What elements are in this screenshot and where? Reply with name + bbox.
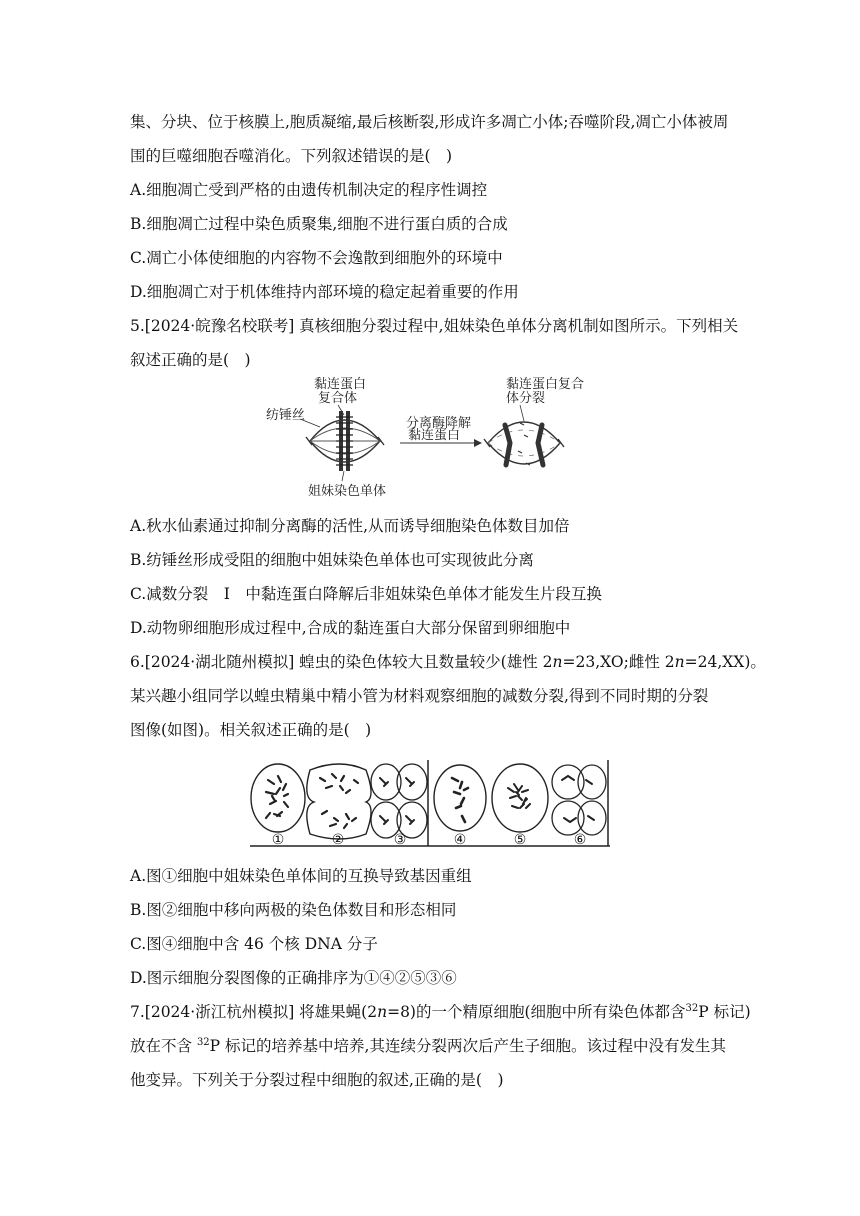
q5-figure [262, 375, 592, 505]
figure-label-2: ② [331, 832, 345, 848]
q7-stem-line-2: 放在不含 $^{32}$P 标记的培养基中培养,其连续分裂两次后产生子细胞。该过程中没有发生其 [130, 1036, 726, 1055]
q5-option-b: B.纺锤丝形成受阻的细胞中姐妹染色单体也可实现彼此分离 [130, 551, 534, 569]
cell-3 [371, 764, 427, 838]
cell-6 [552, 765, 606, 835]
q5-stem-line-1: 5.[2024·皖豫名校联考] 真核细胞分裂过程中,姐妹染色单体分离机制如图所示。下列相关 [130, 317, 739, 335]
label-cohesin-split-2: 体分裂 [506, 391, 546, 406]
q4-stem-line-2: 围的巨噬细胞吞噬消化。下列叙述错误的是( ) [130, 147, 453, 165]
figure-label-4: ④ [453, 832, 467, 848]
q4-option-c: C.凋亡小体使细胞的内容物不会逸散到细胞外的环境中 [130, 249, 503, 267]
cell-4 [434, 765, 486, 831]
q6-option-d: D.图示细胞分裂图像的正确排序为①④②⑤③⑥ [130, 969, 457, 987]
label-separase-degrades-2: 黏连蛋白 [408, 428, 461, 443]
q5-stem-line-2: 叙述正确的是( ) [130, 351, 251, 369]
cell-before-division [306, 411, 384, 471]
q6-option-a: A.图①细胞中姐妹染色单体间的互换导致基因重组 [130, 867, 472, 885]
figure-label-6: ⑥ [573, 832, 587, 848]
q5-option-a: A.秋水仙素通过抑制分离酶的活性,从而诱导细胞染色体数目加倍 [130, 517, 570, 535]
label-sister-chromatids: 姐妹染色单体 [308, 484, 387, 499]
q5-option-c: C.减数分裂 Ⅰ 中黏连蛋白降解后非姐妹染色单体才能发生片段互换 [130, 585, 602, 603]
label-spindle-fiber: 纺锤丝 [266, 408, 306, 423]
q6-option-c: C.图④细胞中含 46 个核 DNA 分子 [130, 935, 378, 953]
figure-label-1: ① [271, 832, 285, 848]
cell-5 [492, 764, 548, 832]
q4-option-a: A.细胞凋亡受到严格的由遗传机制决定的程序性调控 [130, 181, 488, 199]
label-separase-degrades-1: 分离酶降解 [406, 416, 472, 431]
q5-option-d: D.动物卵细胞形成过程中,合成的黏连蛋白大部分保留到卵细胞中 [130, 619, 571, 637]
q7-stem-line-3: 他变异。下列关于分裂过程中细胞的叙述,正确的是( ) [130, 1071, 504, 1089]
q6-stem-line-2: 某兴趣小组同学以蝗虫精巢中精小管为材料观察细胞的减数分裂,得到不同时期的分裂 [130, 687, 709, 705]
q6-figure [248, 758, 612, 850]
label-cohesin-complex-1: 黏连蛋白 [314, 377, 367, 392]
cell-after-separation [484, 422, 564, 465]
label-cohesin-complex-2: 复合体 [318, 391, 358, 406]
q7-stem-line-1: 7.[2024·浙江杭州模拟] 将雄果蝇(2n=8)的一个精原细胞(细胞中所有染色体都含$^{32}$P 标记) [130, 1002, 751, 1021]
q4-option-d: D.细胞凋亡对于机体维持内部环境的稳定起着重要的作用 [130, 283, 519, 301]
q6-stem-line-3: 图像(如图)。相关叙述正确的是( ) [130, 721, 372, 739]
figure-label-5: ⑤ [513, 832, 527, 848]
q4-stem-line-1: 集、分块、位于核膜上,胞质凝缩,最后核断裂,形成许多凋亡小体;吞噬阶段,凋亡小体被周 [130, 113, 729, 131]
q4-option-b: B.细胞凋亡过程中染色质聚集,细胞不进行蛋白质的合成 [130, 215, 508, 233]
cell-2 [307, 764, 371, 839]
q6-stem-line-1: 6.[2024·湖北随州模拟] 蝗虫的染色体较大且数量较少(雄性 2n=23,XO;雌性 2n=24,XX)。 [130, 653, 766, 671]
cell-1 [251, 764, 305, 832]
label-cohesin-split-1: 黏连蛋白复合 [506, 377, 585, 392]
q6-option-b: B.图②细胞中移向两极的染色体数目和形态相同 [130, 901, 457, 919]
figure-label-3: ③ [393, 832, 407, 848]
